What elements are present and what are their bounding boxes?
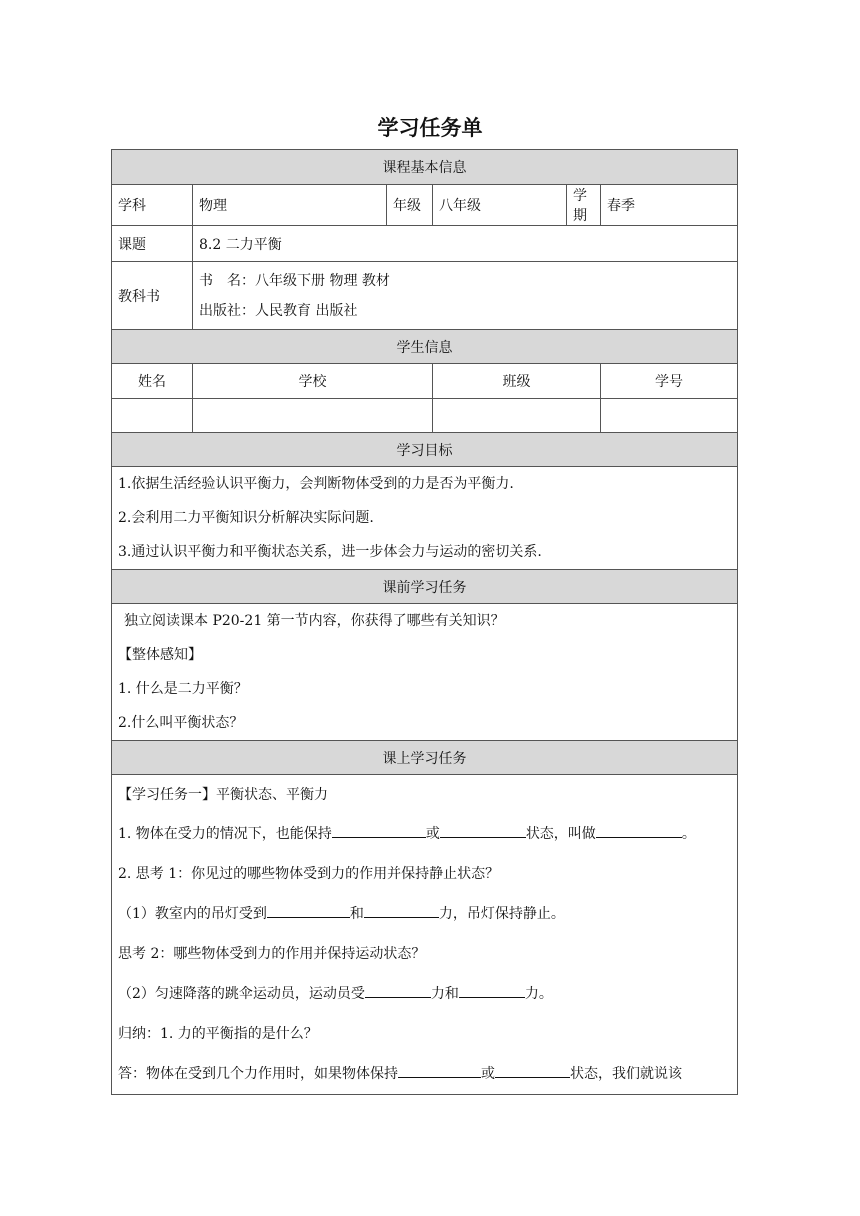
blank-field[interactable] (398, 1062, 481, 1078)
student-id-header: 学号 (601, 364, 738, 399)
student-name-header: 姓名 (112, 364, 193, 399)
textbook-publisher: 出版社：人民教育 出版社 (199, 302, 358, 319)
topic-value: 8.2 二力平衡 (193, 226, 738, 262)
class-task-line: （2）匀速降落的跳伞运动员，运动员受 力和 力。 (118, 979, 731, 1009)
blank-field[interactable] (459, 982, 525, 998)
section-header-basic: 课程基本信息 (112, 150, 738, 185)
blank-field[interactable] (364, 902, 439, 918)
grade-value: 八年级 (433, 185, 567, 226)
blank-field[interactable] (440, 822, 526, 838)
class-tasks-content (112, 775, 738, 1095)
class-task-line: 1. 物体在受力的情况下，也能保持 或 状态，叫做 。 (118, 819, 731, 849)
pre-task-question: 2.什么叫平衡状态？ (118, 715, 244, 731)
class-task-line: 答：物体在受到几个力作用时，如果物体保持 或 状态，我们就说该 (118, 1059, 731, 1089)
textbook-name: 书 名：八年级下册 物理 教材 (199, 272, 390, 289)
task-one-title: 【学习任务一】平衡状态、平衡力 (118, 786, 328, 803)
blank-field[interactable] (332, 822, 426, 838)
class-task-line: （1）教室内的吊灯受到 和 力，吊灯保持静止。 (118, 899, 731, 929)
student-name-cell[interactable] (112, 399, 193, 433)
section-header-class-tasks: 课上学习任务 (112, 741, 738, 775)
subject-value: 物理 (193, 185, 387, 226)
class-task-line: 归纳：1. 力的平衡指的是什么？ (118, 1025, 318, 1042)
subject-label: 学科 (112, 185, 193, 226)
goal-item: 2.会利用二力平衡知识分析解决实际问题. (118, 510, 374, 526)
goals-content (112, 467, 738, 570)
grade-label: 年级 (387, 185, 433, 226)
goal-item: 3.通过认识平衡力和平衡状态关系，进一步体会力与运动的密切关系. (118, 544, 542, 560)
class-task-line: 思考 2：哪些物体受到力的作用并保持运动状态？ (118, 945, 426, 962)
task-sheet-table (111, 149, 738, 1095)
goal-item: 1.依据生活经验认识平衡力，会判断物体受到的力是否为平衡力. (118, 476, 514, 492)
blank-field[interactable] (267, 902, 350, 918)
textbook-label: 教科书 (112, 262, 193, 330)
term-value: 春季 (601, 185, 738, 226)
section-header-pre-tasks: 课前学习任务 (112, 570, 738, 604)
topic-label: 课题 (112, 226, 193, 262)
page-title: 学习任务单 (377, 116, 483, 140)
textbook-info (193, 262, 738, 330)
pre-task-intro: 独立阅读课本 P20-21 第一节内容，你获得了哪些有关知识？ (124, 613, 505, 629)
student-school-cell[interactable] (193, 399, 433, 433)
term-label: 学期 (567, 185, 601, 226)
pre-tasks-content (112, 604, 738, 741)
pre-task-heading: 【整体感知】 (118, 647, 202, 663)
student-school-header: 学校 (193, 364, 433, 399)
blank-field[interactable] (495, 1062, 570, 1078)
class-task-line: 2. 思考 1：你见过的哪些物体受到力的作用并保持静止状态？ (118, 865, 500, 882)
student-id-cell[interactable] (601, 399, 738, 433)
student-class-header: 班级 (433, 364, 601, 399)
blank-field[interactable] (596, 822, 682, 838)
section-header-student: 学生信息 (112, 330, 738, 364)
pre-task-question: 1. 什么是二力平衡？ (118, 681, 248, 697)
student-class-cell[interactable] (433, 399, 601, 433)
section-header-goals: 学习目标 (112, 433, 738, 467)
blank-field[interactable] (365, 982, 431, 998)
